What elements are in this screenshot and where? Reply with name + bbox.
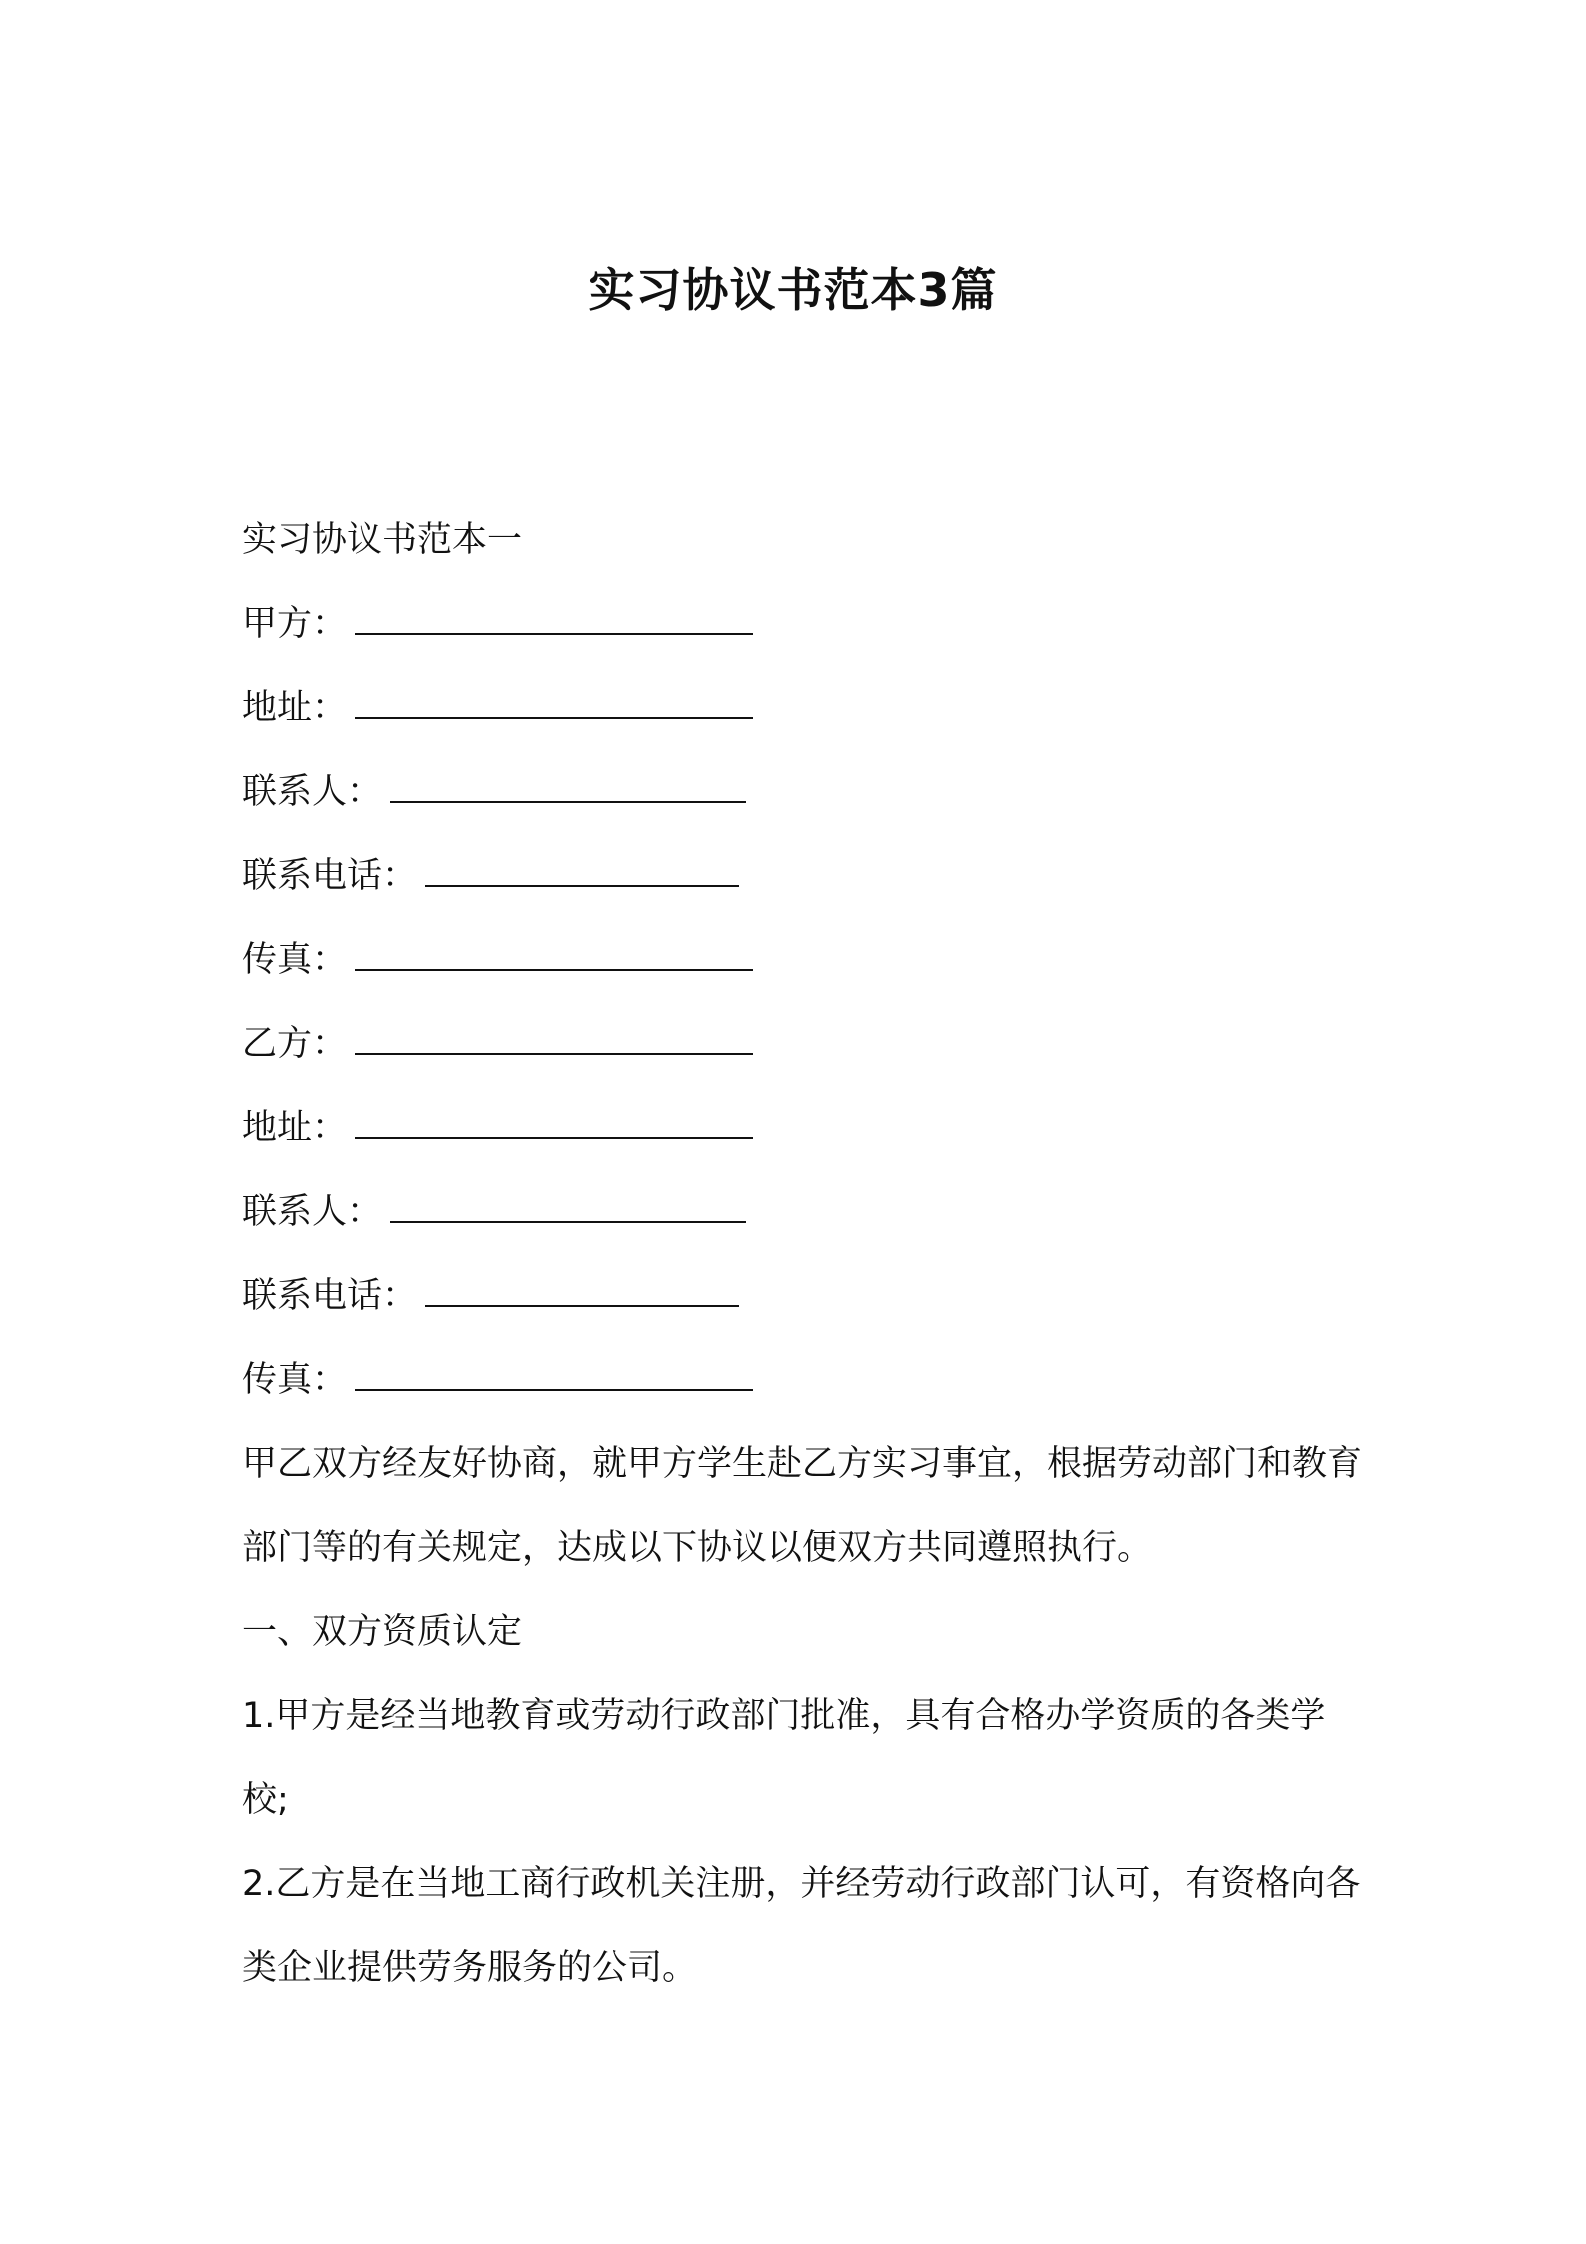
party-a-blank: [355, 603, 753, 635]
party-b-field: [242, 1002, 1362, 1086]
party-a-address-label: 地址：: [242, 688, 348, 728]
party-b-fax-blank: [355, 1359, 753, 1391]
party-a-fax-blank: [355, 939, 753, 971]
party-a-fax-label: 传真：: [242, 940, 348, 980]
party-a-address-field: [242, 666, 1362, 750]
clause-1: 1.甲方是经当地教育或劳动行政部门批准，具有合格办学资质的各类学校;: [242, 1696, 1326, 1820]
party-a-fax-field: [242, 918, 1362, 1002]
party-a-address-blank: [355, 687, 753, 719]
document-title: 实习协议书范本3篇: [588, 263, 998, 317]
intro-paragraph: 甲乙双方经友好协商，就甲方学生赴乙方实习事宜，根据劳动部门和教育部门等的有关规定，达成以下协议以便双方共同遵照执行。: [242, 1444, 1363, 1568]
party-a-phone-blank: [425, 855, 739, 887]
party-b-fax-label: 传真：: [242, 1360, 348, 1400]
document-body: [242, 498, 1362, 2010]
party-a-label: 甲方：: [242, 604, 348, 644]
party-b-phone-label: 联系电话：: [242, 1276, 418, 1316]
party-b-contact-label: 联系人：: [242, 1192, 383, 1232]
party-b-blank: [355, 1023, 753, 1055]
clause-heading: 一、双方资质认定: [242, 1612, 523, 1652]
party-a-contact-label: 联系人：: [242, 772, 383, 812]
party-a-field: [242, 582, 1362, 666]
party-b-contact-field: [242, 1170, 1362, 1254]
party-b-contact-blank: [390, 1191, 746, 1223]
section-heading: 实习协议书范本一: [242, 520, 523, 560]
party-b-label: 乙方：: [242, 1024, 348, 1064]
party-b-address-field: [242, 1086, 1362, 1170]
clause-2: 2.乙方是在当地工商行政机关注册，并经劳动行政部门认可，有资格向各类企业提供劳务服务的公司。: [242, 1864, 1361, 1988]
party-b-phone-field: [242, 1254, 1362, 1338]
party-a-phone-field: [242, 834, 1362, 918]
party-b-address-label: 地址：: [242, 1108, 348, 1148]
party-a-contact-field: [242, 750, 1362, 834]
party-b-phone-blank: [425, 1275, 739, 1307]
party-a-contact-blank: [390, 771, 746, 803]
party-b-address-blank: [355, 1107, 753, 1139]
party-b-fax-field: [242, 1338, 1362, 1422]
party-a-phone-label: 联系电话：: [242, 856, 418, 896]
